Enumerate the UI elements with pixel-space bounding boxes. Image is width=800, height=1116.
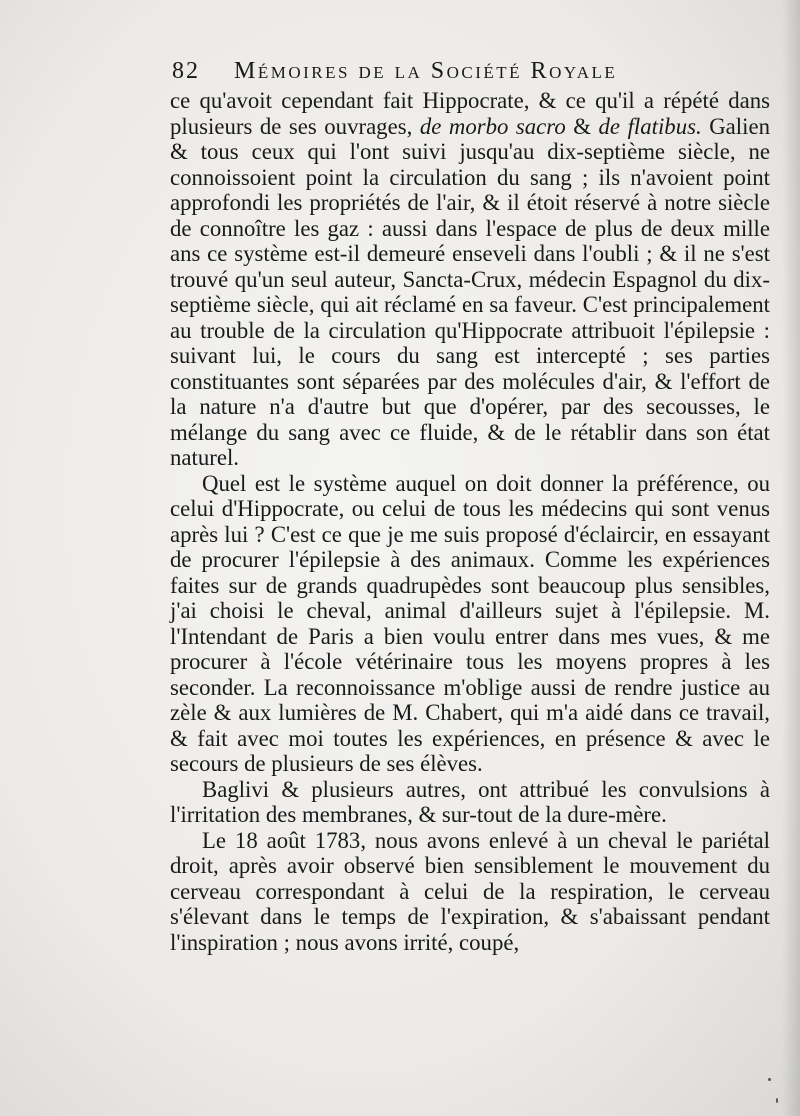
latin-title-2: de flatibus. <box>598 113 702 139</box>
running-title: Mémoires de la Société Royale <box>234 58 618 84</box>
latin-title-1: de morbo sacro <box>419 113 566 139</box>
paragraph-4: Le 18 août 1783, nous avons enlevé à un cheval le pariétal droit, après avoir observé bien sensiblement le mouvement du cerveau correspondant à celui de la respiration, le cerveau s'élevant dans le temps de l'expiration, & s'abaissant pendant l'inspiration ; nous avons irrité, coupé, <box>170 827 770 955</box>
body-text <box>170 88 770 955</box>
running-header <box>172 58 672 90</box>
paragraph-3: Baglivi & plusieurs autres, ont attribué les convulsions à l'irritation des membranes, & sur-tout de la dure-mère. <box>170 776 770 827</box>
paragraph-1-start: ce qu'avoit cependant fait Hippocrate, & ce qu'il a répété dans plusieurs de ses ouvrages, <box>170 88 770 139</box>
page-number: 82 <box>172 58 200 84</box>
page-edge-shadow <box>782 0 800 1116</box>
paper-speck <box>768 1078 771 1081</box>
paragraph-1 <box>170 88 770 471</box>
paper-speck <box>776 1098 778 1103</box>
ampersand: & <box>573 113 591 139</box>
paragraph-2: Quel est le système auquel on doit donner la préférence, ou celui d'Hippocrate, ou celui de tous les médecins qui sont venus après lui ? C'est ce que je me suis proposé d'éclaircir, en essayant de procurer l'épilepsie à des animaux. Comme les expériences faites sur de grands quadrupèdes sont beaucoup plus sensibles, j'ai choisi le cheval, animal d'ailleurs sujet à l'épilepsie. M. l'Intendant de Paris a bien voulu entrer dans mes vues, & me procurer à l'école vétérinaire tous les moyens propres à les seconder. La reconnoissance m'oblige aussi de rendre justice au zèle & aux lumières de M. Chabert, qui m'a aidé dans ce travail, & fait avec moi toutes les expériences, en présence & avec le secours de plusieurs de ses élèves. <box>170 470 770 776</box>
paragraph-1-rest: Galien & tous ceux qui l'ont suivi jusqu'au dix-septième siècle, ne connoissoient point la circulation du sang ; ils n'avoient point approfondi les propriétés de l'air, & il étoit réservé à notre siècle de connoître les gaz : aussi dans l'espace de plus de deux mille ans ce système est-il demeuré enseveli dans l'oubli ; & il ne s'est trouvé qu'un seul auteur, Sancta-Crux, médecin Espagnol du dix-septième siècle, qui ait réclamé en sa faveur. C'est principalement au trouble de la circulation qu'Hippocrate attribuoit l'épilepsie : suivant lui, le cours du sang est intercepté ; ses parties constituantes sont séparées par des molécules d'air, & l'effort de la nature n'a d'autre but que d'opérer, par des secousses, le mélange du sang avec ce fluide, & de le rétablir dans son état naturel. <box>170 113 770 470</box>
